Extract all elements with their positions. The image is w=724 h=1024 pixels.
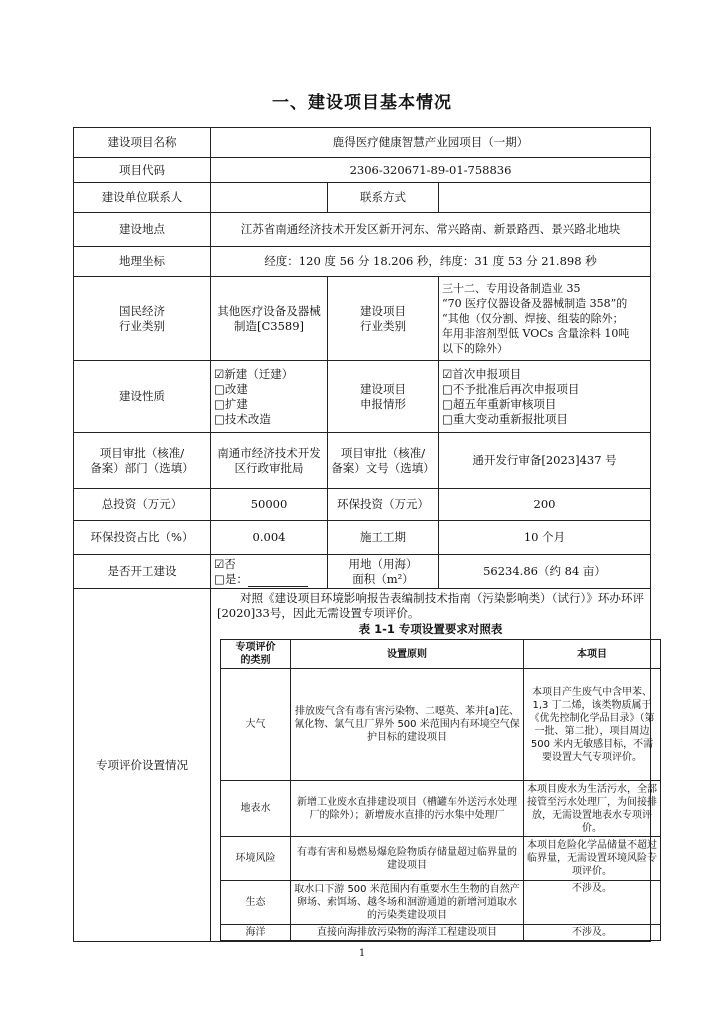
option-started xyxy=(214,572,325,587)
option-started-text: □是： xyxy=(214,571,248,586)
option-redeclaration: □不予批准后再次申报项目 xyxy=(442,381,580,396)
row-type: 生态 xyxy=(221,881,291,925)
investment-label: 总投资（万元） xyxy=(74,489,211,521)
contact-method-value xyxy=(439,183,651,213)
table-row xyxy=(221,925,661,941)
option-five-year-review: □超五年重新审核项目 xyxy=(442,396,557,411)
row-approval xyxy=(74,433,651,489)
sub-table-title: 表 1-1 专项设置要求对照表 xyxy=(358,622,503,636)
approval-no-value: 通开发行审备[2023]437 号 xyxy=(439,433,651,489)
land-area-value: 56234.86（约 84 亩） xyxy=(439,555,651,589)
location-label: 建设地点 xyxy=(74,213,211,247)
nature-options xyxy=(211,361,328,433)
contact-method-label: 联系方式 xyxy=(328,183,439,213)
row-principle: 排放废气含有毒有害污染物、二噁英、苯并[a]芘、氰化物、氯气且厂界外 500 米范围内有环境空气保护目标的建设项目 xyxy=(291,669,524,781)
option-rebuild: □改建 xyxy=(214,381,248,396)
row-type: 海洋 xyxy=(221,925,291,941)
approval-dept-label-text: 项目审批（核准/ 备案）部门（选填） xyxy=(90,445,194,475)
special-eval-content xyxy=(211,589,657,942)
option-tech-upgrade: □技术改造 xyxy=(214,411,271,426)
project-code-label: 项目代码 xyxy=(74,158,211,183)
row-project: 本项目废水为生活污水，全部接管至污水处理厂，为间接排放，无需设置地表水专项评价。 xyxy=(524,781,661,837)
row-project-name xyxy=(74,128,651,158)
table-row xyxy=(221,669,661,781)
industry-label-text: 国民经济 行业类别 xyxy=(119,303,165,333)
approval-dept-value-text: 南通市经济技术开发 区行政审批局 xyxy=(217,445,321,475)
row-project: 不涉及。 xyxy=(524,925,661,941)
table-row xyxy=(221,837,661,881)
row-principle: 有毒有害和易燃易爆危险物质存储量超过临界量的建设项目 xyxy=(291,837,524,881)
row-project: 本项目产生废气中含甲苯、1,3 丁二烯，该类物质属于《优先控制化学品目录》（第一批、第二批），项目周边 500 米内无敏感目标，不需要设置大气专项评价。 xyxy=(524,669,661,781)
special-requirements-table xyxy=(220,639,661,941)
project-industry-label-text: 建设项目 行业类别 xyxy=(360,303,406,333)
contact-value xyxy=(211,183,328,213)
project-name-value: 鹿得医疗健康智慧产业园项目（一期） xyxy=(211,128,651,158)
project-name-label: 建设项目名称 xyxy=(74,128,211,158)
investment-value: 50000 xyxy=(211,489,328,521)
declaration-options xyxy=(439,361,651,433)
row-principle: 直接向海排放污染物的海洋工程建设项目 xyxy=(291,925,524,941)
project-industry-value-text: 三十二、专用设备制造业 35 “70 医疗仪器设备及器械制造 358”的 “其他（仅分割、焊接、组装的除外； 年用非溶剂型低 VOCs 含量涂料 10吨 以下的除外） xyxy=(442,282,630,355)
approval-dept-value xyxy=(211,433,328,489)
project-code-value: 2306-320671-89-01-758836 xyxy=(211,158,651,183)
page-number: 1 xyxy=(358,948,366,959)
row-principle: 新增工业废水直排建设项目（槽罐车外送污水处理厂的除外）；新增废水直排的污水集中处理厂 xyxy=(291,781,524,837)
env-investment-value: 200 xyxy=(439,489,651,521)
row-principle: 取水口下游 500 米范围内有重要水生生物的自然产卵场、索饵场、越冬场和洄游通道的新增河道取水的污染类建设项目 xyxy=(291,881,524,925)
special-eval-paragraph: 对照《建设项目环境影响报告表编制技术指南（污染影响类）（试行）》环办环评[2020]33号，因此无需设置专项评价。 xyxy=(217,591,645,620)
row-project-code xyxy=(74,158,651,183)
table-row xyxy=(221,781,661,837)
declaration-label xyxy=(328,361,439,433)
row-project: 不涉及。 xyxy=(524,881,661,925)
option-new-build: ☑新建（迁建） xyxy=(214,366,294,381)
row-industry xyxy=(74,277,651,361)
approval-no-label xyxy=(328,433,439,489)
header-principle: 设置原则 xyxy=(291,640,524,669)
row-type: 环境风险 xyxy=(221,837,291,881)
approval-dept-label xyxy=(74,433,211,489)
duration-value: 10 个月 xyxy=(439,521,651,555)
started-label: 是否开工建设 xyxy=(74,555,211,589)
industry-label xyxy=(74,277,211,361)
row-type: 地表水 xyxy=(221,781,291,837)
page-title: 一、建设项目基本情况 xyxy=(272,93,452,113)
row-coords xyxy=(74,247,651,277)
header-project: 本项目 xyxy=(524,640,661,669)
option-major-change: □重大变动重新报批项目 xyxy=(442,411,568,426)
nature-label: 建设性质 xyxy=(74,361,211,433)
row-project: 本项目危险化学品储量不超过临界量，无需设置环境风险专项评价。 xyxy=(524,837,661,881)
coords-value: 经度：120 度 56 分 18.206 秒，纬度：31 度 53 分 21.898 秒 xyxy=(211,247,651,277)
row-investment xyxy=(74,489,651,521)
option-not-started: ☑否 xyxy=(214,556,236,571)
project-industry-value xyxy=(439,277,651,361)
industry-value-text: 其他医疗设备及器械 制造[C3589] xyxy=(217,303,321,333)
project-industry-label xyxy=(328,277,439,361)
special-eval-label: 专项评价设置情况 xyxy=(74,589,211,942)
ratio-value: 0.004 xyxy=(211,521,328,555)
land-area-label xyxy=(328,555,439,589)
sub-table-header xyxy=(221,640,661,669)
land-area-label-text: 用地（用海） 面积（m²） xyxy=(348,556,418,586)
started-options xyxy=(211,555,328,589)
row-contact xyxy=(74,183,651,213)
started-blank-line xyxy=(248,575,308,587)
declaration-label-text: 建设项目 申报情形 xyxy=(360,381,406,411)
location-value: 江苏省南通经济技术开发区新开河东、常兴路南、新景路西、景兴路北地块 xyxy=(211,213,651,247)
row-ratio xyxy=(74,521,651,555)
row-nature xyxy=(74,361,651,433)
table-row xyxy=(221,881,661,925)
option-first-declaration: ☑首次申报项目 xyxy=(442,366,522,381)
ratio-label: 环保投资占比（%） xyxy=(74,521,211,555)
header-category xyxy=(221,640,291,669)
header-category-text: 专项评价 的类别 xyxy=(235,642,276,666)
row-location xyxy=(74,213,651,247)
contact-label: 建设单位联系人 xyxy=(74,183,211,213)
env-investment-label: 环保投资（万元） xyxy=(328,489,439,521)
row-special-evaluation xyxy=(74,589,651,942)
industry-value xyxy=(211,277,328,361)
row-started xyxy=(74,555,651,589)
row-type: 大气 xyxy=(221,669,291,781)
option-expand: □扩建 xyxy=(214,396,248,411)
duration-label: 施工工期 xyxy=(328,521,439,555)
project-info-table xyxy=(73,127,657,942)
approval-no-label-text: 项目审批（核准/ 备案）文号（选填） xyxy=(331,445,435,475)
coords-label: 地理坐标 xyxy=(74,247,211,277)
